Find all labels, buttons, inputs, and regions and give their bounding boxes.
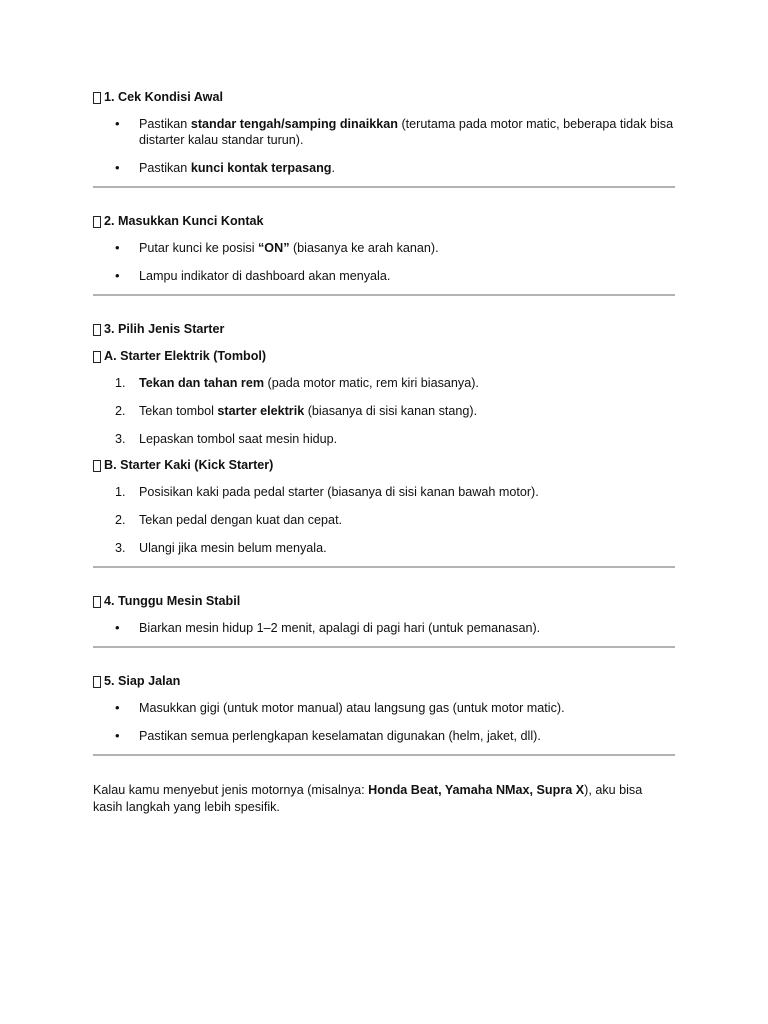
section-title: 3. Pilih Jenis Starter	[104, 322, 225, 336]
section-5	[93, 673, 675, 756]
list-item: • Lampu indikator di dashboard akan menyala.	[93, 268, 675, 284]
list-item: 2. Tekan tombol starter elektrik (biasanya di sisi kanan stang).	[115, 404, 478, 418]
closing-paragraph: Kalau kamu menyebut jenis motornya (misalnya: Honda Beat, Yamaha NMax, Supra X), aku bisa kasih langkah yang lebih spesifik.	[93, 783, 643, 814]
numbered-list	[93, 375, 675, 447]
bullet-list	[93, 240, 675, 284]
section-2	[93, 213, 675, 296]
section-title: 1. Cek Kondisi Awal	[104, 90, 223, 104]
section-title: 5. Siap Jalan	[104, 674, 181, 688]
list-item: 1. Tekan dan tahan rem (pada motor matic, rem kiri biasanya).	[115, 376, 479, 390]
divider	[93, 186, 675, 188]
divider	[93, 754, 675, 756]
section-heading	[93, 213, 675, 230]
list-item: 3. Ulangi jika mesin belum menyala.	[115, 541, 327, 555]
bullet-list	[93, 620, 675, 636]
bullet-list	[93, 116, 675, 176]
list-item: • Putar kunci ke posisi “ON” (biasanya ke arah kanan).	[93, 240, 675, 256]
document-page	[93, 87, 675, 816]
list-item: • Pastikan semua perlengkapan keselamatan digunakan (helm, jaket, dll).	[93, 728, 675, 744]
divider	[93, 294, 675, 296]
checkbox-glyph-icon	[93, 324, 101, 336]
list-item: 3. Lepaskan tombol saat mesin hidup.	[115, 432, 338, 446]
checkbox-glyph-icon	[93, 676, 101, 688]
checkbox-glyph-icon	[93, 460, 101, 472]
section-4	[93, 593, 675, 648]
subsection-heading	[93, 457, 675, 474]
list-item: • Masukkan gigi (untuk motor manual) atau langsung gas (untuk motor matic).	[93, 700, 675, 716]
list-item: • Pastikan kunci kontak terpasang.	[93, 160, 675, 176]
subsection-heading	[93, 348, 675, 365]
list-item: 1. Posisikan kaki pada pedal starter (biasanya di sisi kanan bawah motor).	[115, 485, 539, 499]
section-3	[93, 321, 675, 568]
divider	[93, 646, 675, 648]
section-1	[93, 89, 675, 188]
section-heading	[93, 321, 675, 338]
section-heading	[93, 673, 675, 690]
section-heading	[93, 89, 675, 106]
section-title: 4. Tunggu Mesin Stabil	[104, 594, 241, 608]
subsection-title: B. Starter Kaki (Kick Starter)	[104, 458, 274, 472]
list-item: 2. Tekan pedal dengan kuat dan cepat.	[115, 513, 343, 527]
bullet-list	[93, 700, 675, 744]
section-heading	[93, 593, 675, 610]
list-item: • Pastikan standar tengah/samping dinaikkan (terutama pada motor matic, beberapa tidak bisa distarter kalau standar turun).	[93, 116, 675, 148]
checkbox-glyph-icon	[93, 596, 101, 608]
checkbox-glyph-icon	[93, 351, 101, 363]
checkbox-glyph-icon	[93, 216, 101, 228]
section-title: 2. Masukkan Kunci Kontak	[104, 214, 264, 228]
numbered-list	[93, 484, 675, 556]
checkbox-glyph-icon	[93, 92, 101, 104]
subsection-title: A. Starter Elektrik (Tombol)	[104, 349, 267, 363]
list-item: • Biarkan mesin hidup 1–2 menit, apalagi di pagi hari (untuk pemanasan).	[93, 620, 675, 636]
divider	[93, 566, 675, 568]
